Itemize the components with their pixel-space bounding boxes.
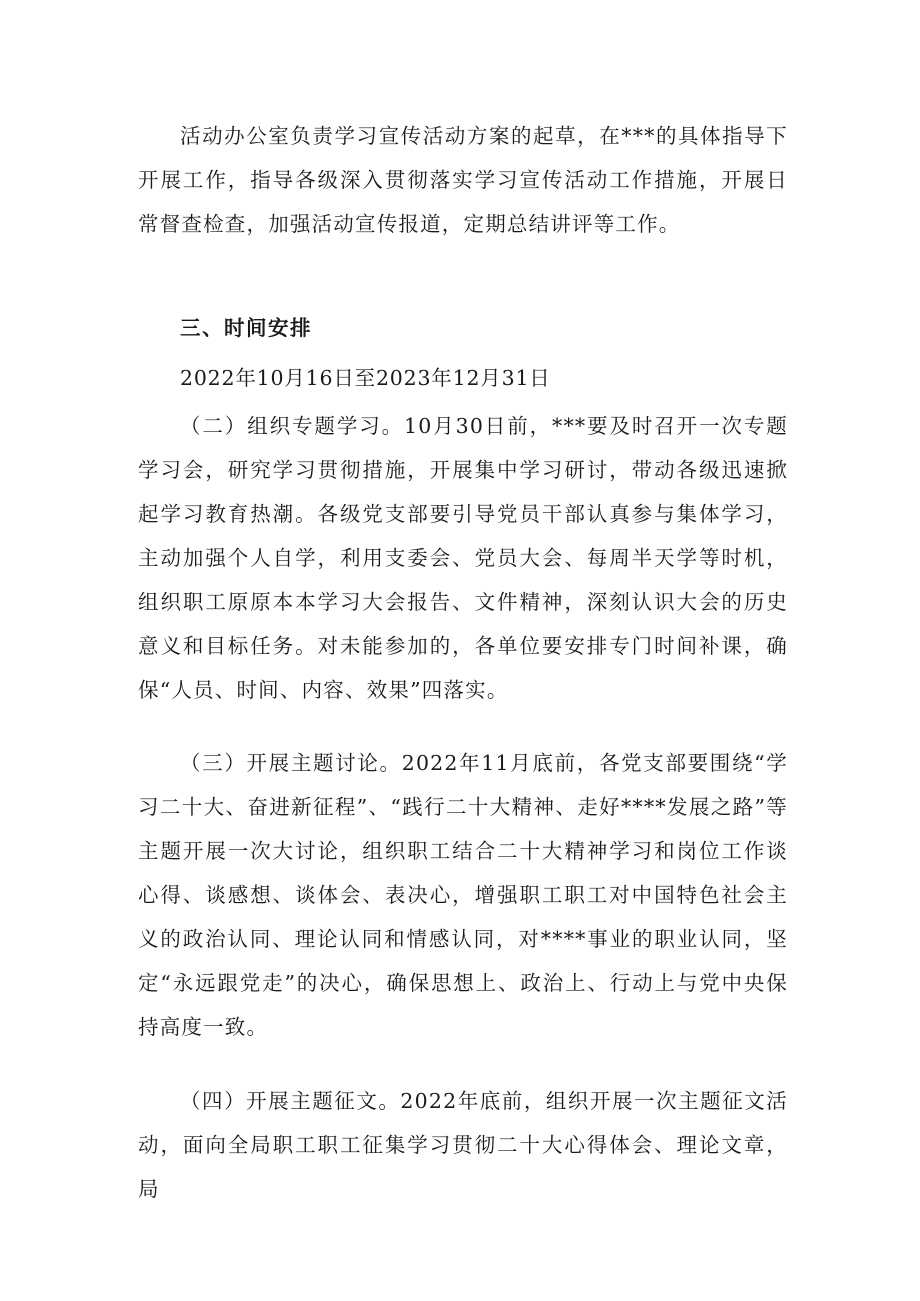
date-range: 2022年10月16日至2023年12月31日 [180,366,551,390]
section-heading: 三、时间安排 [180,316,312,340]
body-paragraph: （二）组织专题学习。10月30日前，***要及时召开一次专题学习会，研究学习贯彻措施，开展集中学习研讨，带动各级迅速掀起学习教育热潮。各级党支部要引导党员干部认真参与集体学习，主动加强个人自学，利用支委会、党员大会、每周半天学等时机，组织职工原原本本学习大会报告、文件精神，深刻认识大会的历史意义和目标任务。对未能参加的，各单位要安排专门时间补课，确保“人员、时间、内容、效果”四落实。 [138,414,788,702]
body-paragraph: 活动办公室负责学习宣传活动方案的起草，在***的具体指导下开展工作，指导各级深入贯彻落实学习宣传活动工作措施，开展日常督查检查，加强活动宣传报道，定期总结讲评等工作。 [138,124,788,236]
body-paragraph: （三）开展主题讨论。2022年11月底前，各党支部要围绕“学习二十大、奋进新征程”、“践行二十大精神、走好****发展之路”等主题开展一次大讨论，组织职工结合二十大精神学习和岗位工作谈心得、谈感想、谈体会、表决心，增强职工职工对中国特色社会主义的政治认同、理论认同和情感认同，对****事业的职业认同，坚定“永远跟党走”的决心，确保思想上、政治上、行动上与党中央保持高度一致。 [138,751,788,1039]
body-paragraph: （四）开展主题征文。2022年底前，组织开展一次主题征文活动，面向全局职工职工征集学习贯彻二十大心得体会、理论文章，局 [138,1089,788,1201]
